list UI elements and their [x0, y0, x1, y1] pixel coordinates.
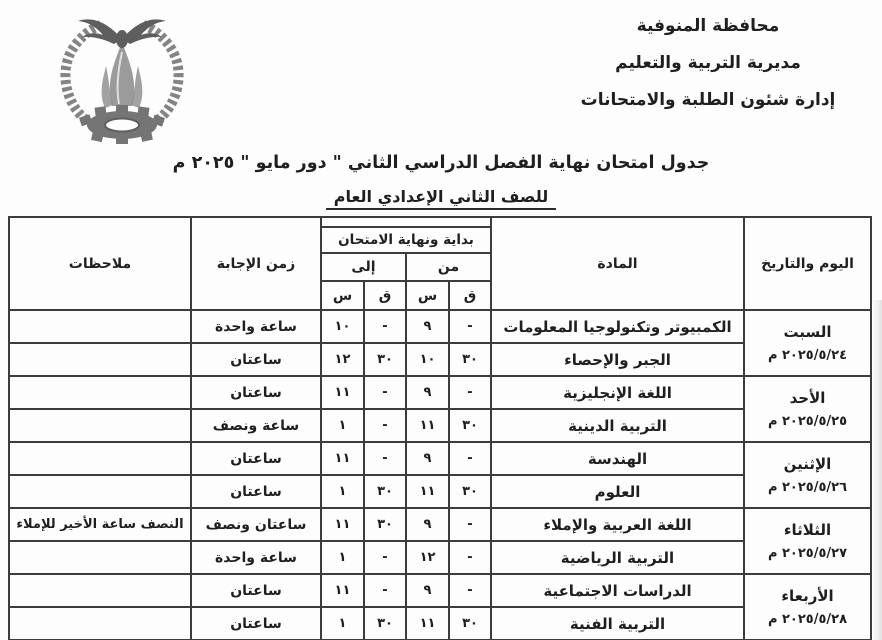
org-line-directorate: مديرية التربية والتعليم [615, 53, 801, 73]
duration-cell: ساعة ونصف [191, 409, 321, 442]
to-hours-cell: ١١ [321, 574, 364, 607]
grade-subtitle-text: للصف الثاني الإعدادي العام [326, 187, 556, 210]
from-minutes-cell: - [449, 541, 491, 574]
header-from: من [406, 253, 491, 281]
org-line-governorate: محافظة المنوفية [636, 16, 780, 36]
day-name: الأربعاء [781, 587, 834, 605]
to-minutes-cell: ٣٠ [364, 508, 406, 541]
letterhead-org-block [538, 16, 878, 127]
ministry-emblem-logo [46, 8, 198, 148]
to-minutes-cell: - [364, 376, 406, 409]
day-date: ٢٠٢٥/٥/٢٨ م [767, 611, 848, 627]
to-minutes-cell: - [364, 541, 406, 574]
header-exam-time-group [321, 217, 491, 253]
from-minutes-cell: - [449, 574, 491, 607]
day-name: الثلاثاء [783, 521, 832, 539]
subject-cell: اللغة العربية والإملاء [491, 508, 744, 541]
day-name: الأحد [789, 389, 826, 407]
subject-cell: الدراسات الاجتماعية [491, 574, 744, 607]
subject-cell: العلوم [491, 475, 744, 508]
header-to-minutes: ق [364, 281, 406, 310]
duration-cell: ساعتان [191, 607, 321, 640]
notes-cell: النصف ساعة الأخير للإملاء [9, 508, 191, 541]
from-minutes-cell: - [449, 442, 491, 475]
notes-cell [9, 607, 191, 640]
table-row [9, 343, 871, 376]
day-cell-monday [744, 442, 871, 508]
duration-cell: ساعة واحدة [191, 541, 321, 574]
from-hours-cell: ١١ [406, 475, 449, 508]
to-hours-cell: ١ [321, 541, 364, 574]
to-minutes-cell: - [364, 310, 406, 343]
duration-cell: ساعتان [191, 574, 321, 607]
header-to-hours: س [321, 281, 364, 310]
day-name: الإثنين [783, 455, 832, 473]
from-hours-cell: ٩ [406, 574, 449, 607]
to-minutes-cell: ٣٠ [364, 475, 406, 508]
header-exam-time-group-label: بداية ونهاية الامتحان [322, 226, 490, 252]
to-minutes-cell: ٣٠ [364, 343, 406, 376]
to-hours-cell: ١ [321, 607, 364, 640]
to-hours-cell: ١١ [321, 508, 364, 541]
from-minutes-cell: ٣٠ [449, 409, 491, 442]
table-row [9, 409, 871, 442]
from-minutes-cell: ٣٠ [449, 475, 491, 508]
org-line-department: إدارة شئون الطلبة والامتحانات [580, 90, 836, 110]
to-hours-cell: ١٠ [321, 310, 364, 343]
to-minutes-cell: - [364, 442, 406, 475]
to-minutes-cell: - [364, 409, 406, 442]
header-from-hours: س [406, 281, 449, 310]
duration-cell: ساعتان [191, 343, 321, 376]
from-hours-cell: ١٢ [406, 541, 449, 574]
table-row [9, 475, 871, 508]
day-cell-tuesday [744, 508, 871, 574]
table-row [9, 376, 871, 409]
from-minutes-cell: - [449, 376, 491, 409]
from-hours-cell: ٩ [406, 442, 449, 475]
header-to: إلى [321, 253, 406, 281]
notes-cell [9, 409, 191, 442]
subject-cell: الهندسة [491, 442, 744, 475]
scan-artifact-shade [872, 300, 882, 640]
notes-cell [9, 442, 191, 475]
subject-cell: التربية الدينية [491, 409, 744, 442]
from-hours-cell: ٩ [406, 508, 449, 541]
table-row [9, 310, 871, 343]
from-hours-cell: ٩ [406, 376, 449, 409]
exam-schedule-table [8, 216, 872, 640]
table-row [9, 574, 871, 607]
notes-cell [9, 343, 191, 376]
table-row [9, 508, 871, 541]
day-date: ٢٠٢٥/٥/٢٤ م [767, 347, 848, 363]
day-date: ٢٠٢٥/٥/٢٥ م [767, 413, 848, 429]
header-day-date: اليوم والتاريخ [744, 217, 871, 310]
from-minutes-cell: - [449, 508, 491, 541]
day-date: ٢٠٢٥/٥/٢٧ م [767, 545, 848, 561]
table-row [9, 607, 871, 640]
notes-cell [9, 574, 191, 607]
to-hours-cell: ١١ [321, 376, 364, 409]
to-minutes-cell: - [364, 574, 406, 607]
table-row [9, 442, 871, 475]
subject-cell: الجبر والإحصاء [491, 343, 744, 376]
notes-cell [9, 541, 191, 574]
to-hours-cell: ١ [321, 409, 364, 442]
subject-cell: الكمبيوتر وتكنولوجيا المعلومات [491, 310, 744, 343]
day-cell-sunday [744, 376, 871, 442]
notes-cell [9, 475, 191, 508]
to-minutes-cell: ٣٠ [364, 607, 406, 640]
header-from-minutes: ق [449, 281, 491, 310]
duration-cell: ساعتان [191, 475, 321, 508]
exam-schedule-title: جدول امتحان نهاية الفصل الدراسي الثاني " دور مايو " ٢٠٢٥ م [172, 153, 710, 173]
subject-cell: اللغة الإنجليزية [491, 376, 744, 409]
grade-subtitle [0, 187, 882, 206]
header-notes: ملاحظات [9, 217, 191, 310]
duration-cell: ساعتان ونصف [191, 508, 321, 541]
to-hours-cell: ١١ [321, 442, 364, 475]
from-hours-cell: ١١ [406, 607, 449, 640]
notes-cell [9, 310, 191, 343]
to-hours-cell: ١ [321, 475, 364, 508]
day-name: السبت [783, 323, 832, 341]
duration-cell: ساعتان [191, 376, 321, 409]
day-cell-wednesday [744, 574, 871, 640]
from-minutes-cell: ٣٠ [449, 607, 491, 640]
header-subject: المادة [491, 217, 744, 310]
from-minutes-cell: ٣٠ [449, 343, 491, 376]
subject-cell: التربية الرياضية [491, 541, 744, 574]
to-hours-cell: ١٢ [321, 343, 364, 376]
from-hours-cell: ١٠ [406, 343, 449, 376]
from-hours-cell: ٩ [406, 310, 449, 343]
notes-cell [9, 376, 191, 409]
day-date: ٢٠٢٥/٥/٢٦ م [767, 479, 848, 495]
duration-cell: ساعتان [191, 442, 321, 475]
table-row [9, 541, 871, 574]
duration-cell: ساعة واحدة [191, 310, 321, 343]
header-answer-time: زمن الإجابة [191, 217, 321, 310]
day-cell-saturday [744, 310, 871, 376]
eagle-wreath-gear-emblem-icon [46, 8, 198, 148]
subject-cell: التربية الفنية [491, 607, 744, 640]
from-minutes-cell: - [449, 310, 491, 343]
from-hours-cell: ١١ [406, 409, 449, 442]
